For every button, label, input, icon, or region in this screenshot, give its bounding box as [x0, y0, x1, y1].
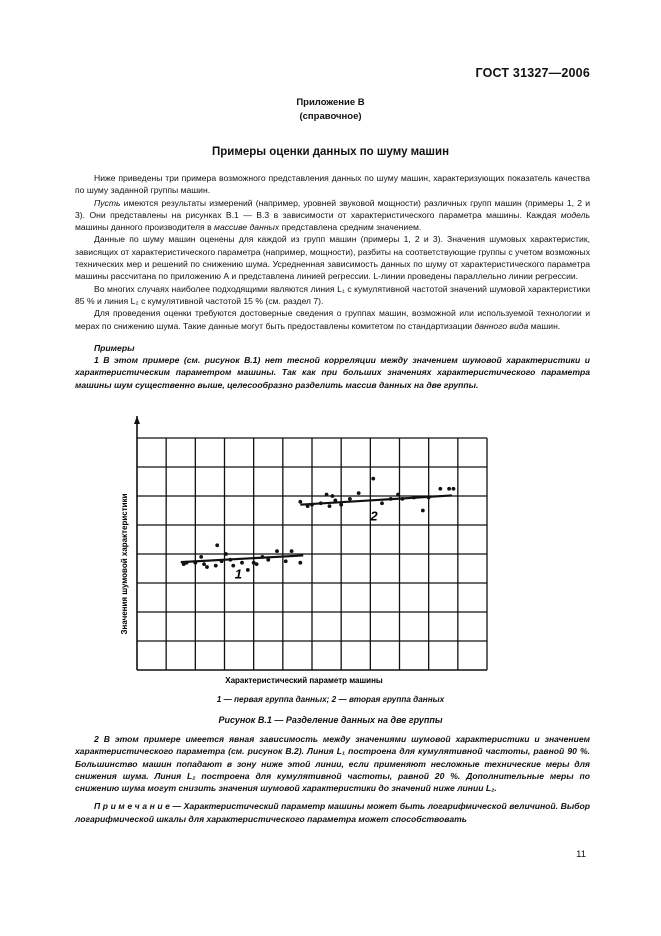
- data-point: [380, 501, 384, 505]
- figure-legend: 1 — первая группа данных; 2 — вторая группа данных: [216, 695, 445, 704]
- data-point: [246, 568, 250, 572]
- annex-title: Приложение В: [296, 97, 365, 108]
- data-point: [357, 491, 361, 495]
- chart-grid: [137, 438, 487, 670]
- annex-heading: [70, 96, 591, 124]
- data-point: [371, 477, 375, 481]
- data-point: [348, 497, 352, 501]
- example-1: 1 В этом примере (см. рисунок В.1) нет тесной корреляции между значением шумовой характеристики и характеристическим параметром машины. Так как при больших значениях характеристического параметра машины шум существенно выше, целесообразно разделить массив данных на две группы.: [75, 355, 590, 390]
- data-point: [298, 561, 302, 565]
- group-label: 2: [370, 508, 378, 524]
- data-point: [275, 549, 279, 553]
- chart-x-label: Характеристический параметр машины: [225, 676, 383, 685]
- data-point: [452, 487, 456, 491]
- data-point: [328, 504, 332, 508]
- data-point: [290, 549, 294, 553]
- intro-paragraph: Пусть имеются результаты измерений (например, уровней звуковой мощности) различных групп машин (примеры 1, 2 и 3). Они представлены на рисунках В.1 — В.3 в зависимости от характеристического параметра машины. Каждая модель машины данного производителя в массиве данных представлена средним значением.: [75, 197, 590, 233]
- figure-caption: Рисунок В.1 — Разделение данных на две группы: [218, 715, 443, 725]
- intro-paragraph: Для проведения оценки требуются достоверные сведения о группах машин, возможной или используемой технологии и мерах по снижению шума. Такие данные могут быть предоставлены комитетом по стандартизации данного вида машин.: [75, 308, 590, 331]
- examples-heading: Примеры: [94, 342, 135, 353]
- intro-paragraph: Ниже приведены три примера возможного представления данных по шуму машин, характеризующих показатель качества по шуму заданной группы машин.: [75, 173, 590, 196]
- standard-code: ГОСТ 31327—2006: [475, 66, 590, 80]
- intro-text: [75, 172, 590, 391]
- intro-paragraph: Данные по шуму машин оценены для каждой из групп машин (примеры 1, 2 и 3). Значения шумовых характеристик, зависящих от характеристического параметра (например, мощности), разбиты на соответствующие группы с учетом возможных технических мер и решений по снижению шума. Усредненная зависимость данных по шуму от характеристического параметра машины рассчитана по приложению А и представлена линией регрессии. L-линии проведены параллельно линии регрессии.: [75, 234, 590, 282]
- data-point: [215, 543, 219, 547]
- data-point: [447, 487, 451, 491]
- example-2: 2 В этом примере имеется явная зависимость между значениями шумовой характеристики и значением характеристического параметра (см. рисунок В.2). Линия L₁ построена для кумулятивной частоты, равной 90 %. Большинство машин попадают в зону ниже этой линии, если применяют несложные технические меры для снижения шума. Линия L₂ построена для кумулятивной частоты, равной 20 %. Дополнительные меры по снижению шума могут снизить значения шумовой характеристики до значений ниже линии L₂.: [75, 734, 590, 794]
- data-point: [396, 493, 400, 497]
- data-point: [240, 561, 244, 565]
- data-point: [202, 562, 206, 566]
- group-label: 1: [234, 566, 242, 582]
- data-point: [205, 565, 209, 569]
- data-point: [331, 494, 335, 498]
- data-point: [284, 559, 288, 563]
- data-point: [438, 487, 442, 491]
- data-point: [298, 500, 302, 504]
- annex-subtitle: (справочное): [299, 111, 362, 122]
- chart-axes: [134, 416, 487, 670]
- intro-paragraph: Во многих случаях наиболее подходящими являются линия L₁ с кумулятивной частотой значений шумовой характеристики 85 % и линия L₂ с кумулятивной частотой 15 % (см. раздел 7).: [75, 283, 590, 306]
- figure-b1-chart: [115, 408, 505, 688]
- data-point: [421, 509, 425, 513]
- page-number: 11: [576, 849, 586, 860]
- data-point: [325, 493, 329, 497]
- page-title: Примеры оценки данных по шуму машин: [211, 146, 450, 158]
- data-point: [255, 562, 259, 566]
- data-point: [199, 555, 203, 559]
- chart-y-label: Значения шумовой характеристики: [120, 493, 129, 635]
- examples-text: [75, 733, 590, 825]
- chart-marks: [181, 477, 456, 582]
- data-point: [224, 552, 228, 556]
- y-axis-arrow: [134, 416, 140, 424]
- data-point: [214, 564, 218, 568]
- note: П р и м е ч а н и е — Характеристический параметр машины может быть логарифмической величиной. Выбор логарифмической шкалы для характеристического параметра может способствовать: [75, 801, 590, 824]
